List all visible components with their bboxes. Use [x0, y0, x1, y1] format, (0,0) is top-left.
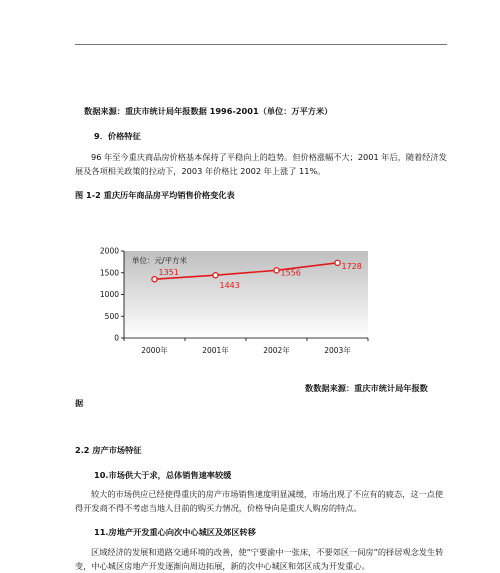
paragraph-shift: 区域经济的发展和道路交通环境的改善，使“宁要渝中一张床，不要郊区一间房”的择居观念发生转变，中心城区房地产开发逐渐向周边拓展，新的次中心城区和郊区成为开发重心。 [75, 547, 444, 571]
x-tick-label: 2001年 [202, 346, 229, 355]
heading-shift: 11.房地产开发重心向次中心城区及郊区转移 [94, 527, 256, 537]
x-tick-label: 2002年 [263, 346, 290, 355]
x-axis [124, 338, 368, 355]
heading-price-features: 9．价格特征 [94, 131, 141, 141]
heading-supply: 10.市场供大于求，总体销售速率较缓 [94, 470, 232, 480]
data-label: 1443 [219, 281, 240, 291]
section-heading: 2.2 房产市场特征 [75, 445, 142, 455]
paragraph-supply: 较大的市场供应已经使得重庆的房产市场销售速度明显减缓，市场出现了不应有的疲态，这一点使得开发商不得不考虑当地人目前的购买力情况，价格导向是重庆人购房的特点。 [75, 489, 444, 513]
price-line-chart [90, 232, 380, 362]
data-point [152, 277, 157, 282]
data-point [335, 260, 340, 265]
data-point [213, 273, 218, 278]
unit-label: 单位：元/平方米 [132, 256, 188, 265]
y-tick-label: 500 [104, 311, 119, 321]
y-axis [100, 247, 124, 343]
paragraph-price: 96 年至今重庆商品房价格基本保持了平稳向上的趋势。但价格涨幅不大；2001 年后，随着经济发展及各项相关政策的拉动下，2003 年价格比 2002 年上涨了 11%。 [75, 152, 447, 176]
x-tick-label: 2003年 [324, 346, 351, 355]
source-line-2: 数数据来源：重庆市统计局年报数 [305, 383, 428, 393]
header-rule [75, 44, 447, 45]
data-point [274, 268, 279, 273]
data-label: 1556 [280, 268, 301, 278]
y-tick-label: 0 [114, 333, 119, 343]
y-tick-label: 1500 [99, 268, 119, 278]
source-line-2-tail: 据 [75, 398, 84, 408]
y-tick-label: 1000 [99, 290, 119, 299]
source-line-1: 数据来源：重庆市统计局年报数据 1996-2001（单位：万平方米） [84, 106, 333, 116]
y-tick-label: 2000 [99, 246, 119, 256]
x-tick-label: 2000年 [141, 346, 168, 355]
figure-caption: 图 1-2 重庆历年商品房平均销售价格变化表 [75, 190, 235, 200]
data-label: 1728 [341, 261, 362, 271]
data-label: 1351 [158, 268, 179, 278]
